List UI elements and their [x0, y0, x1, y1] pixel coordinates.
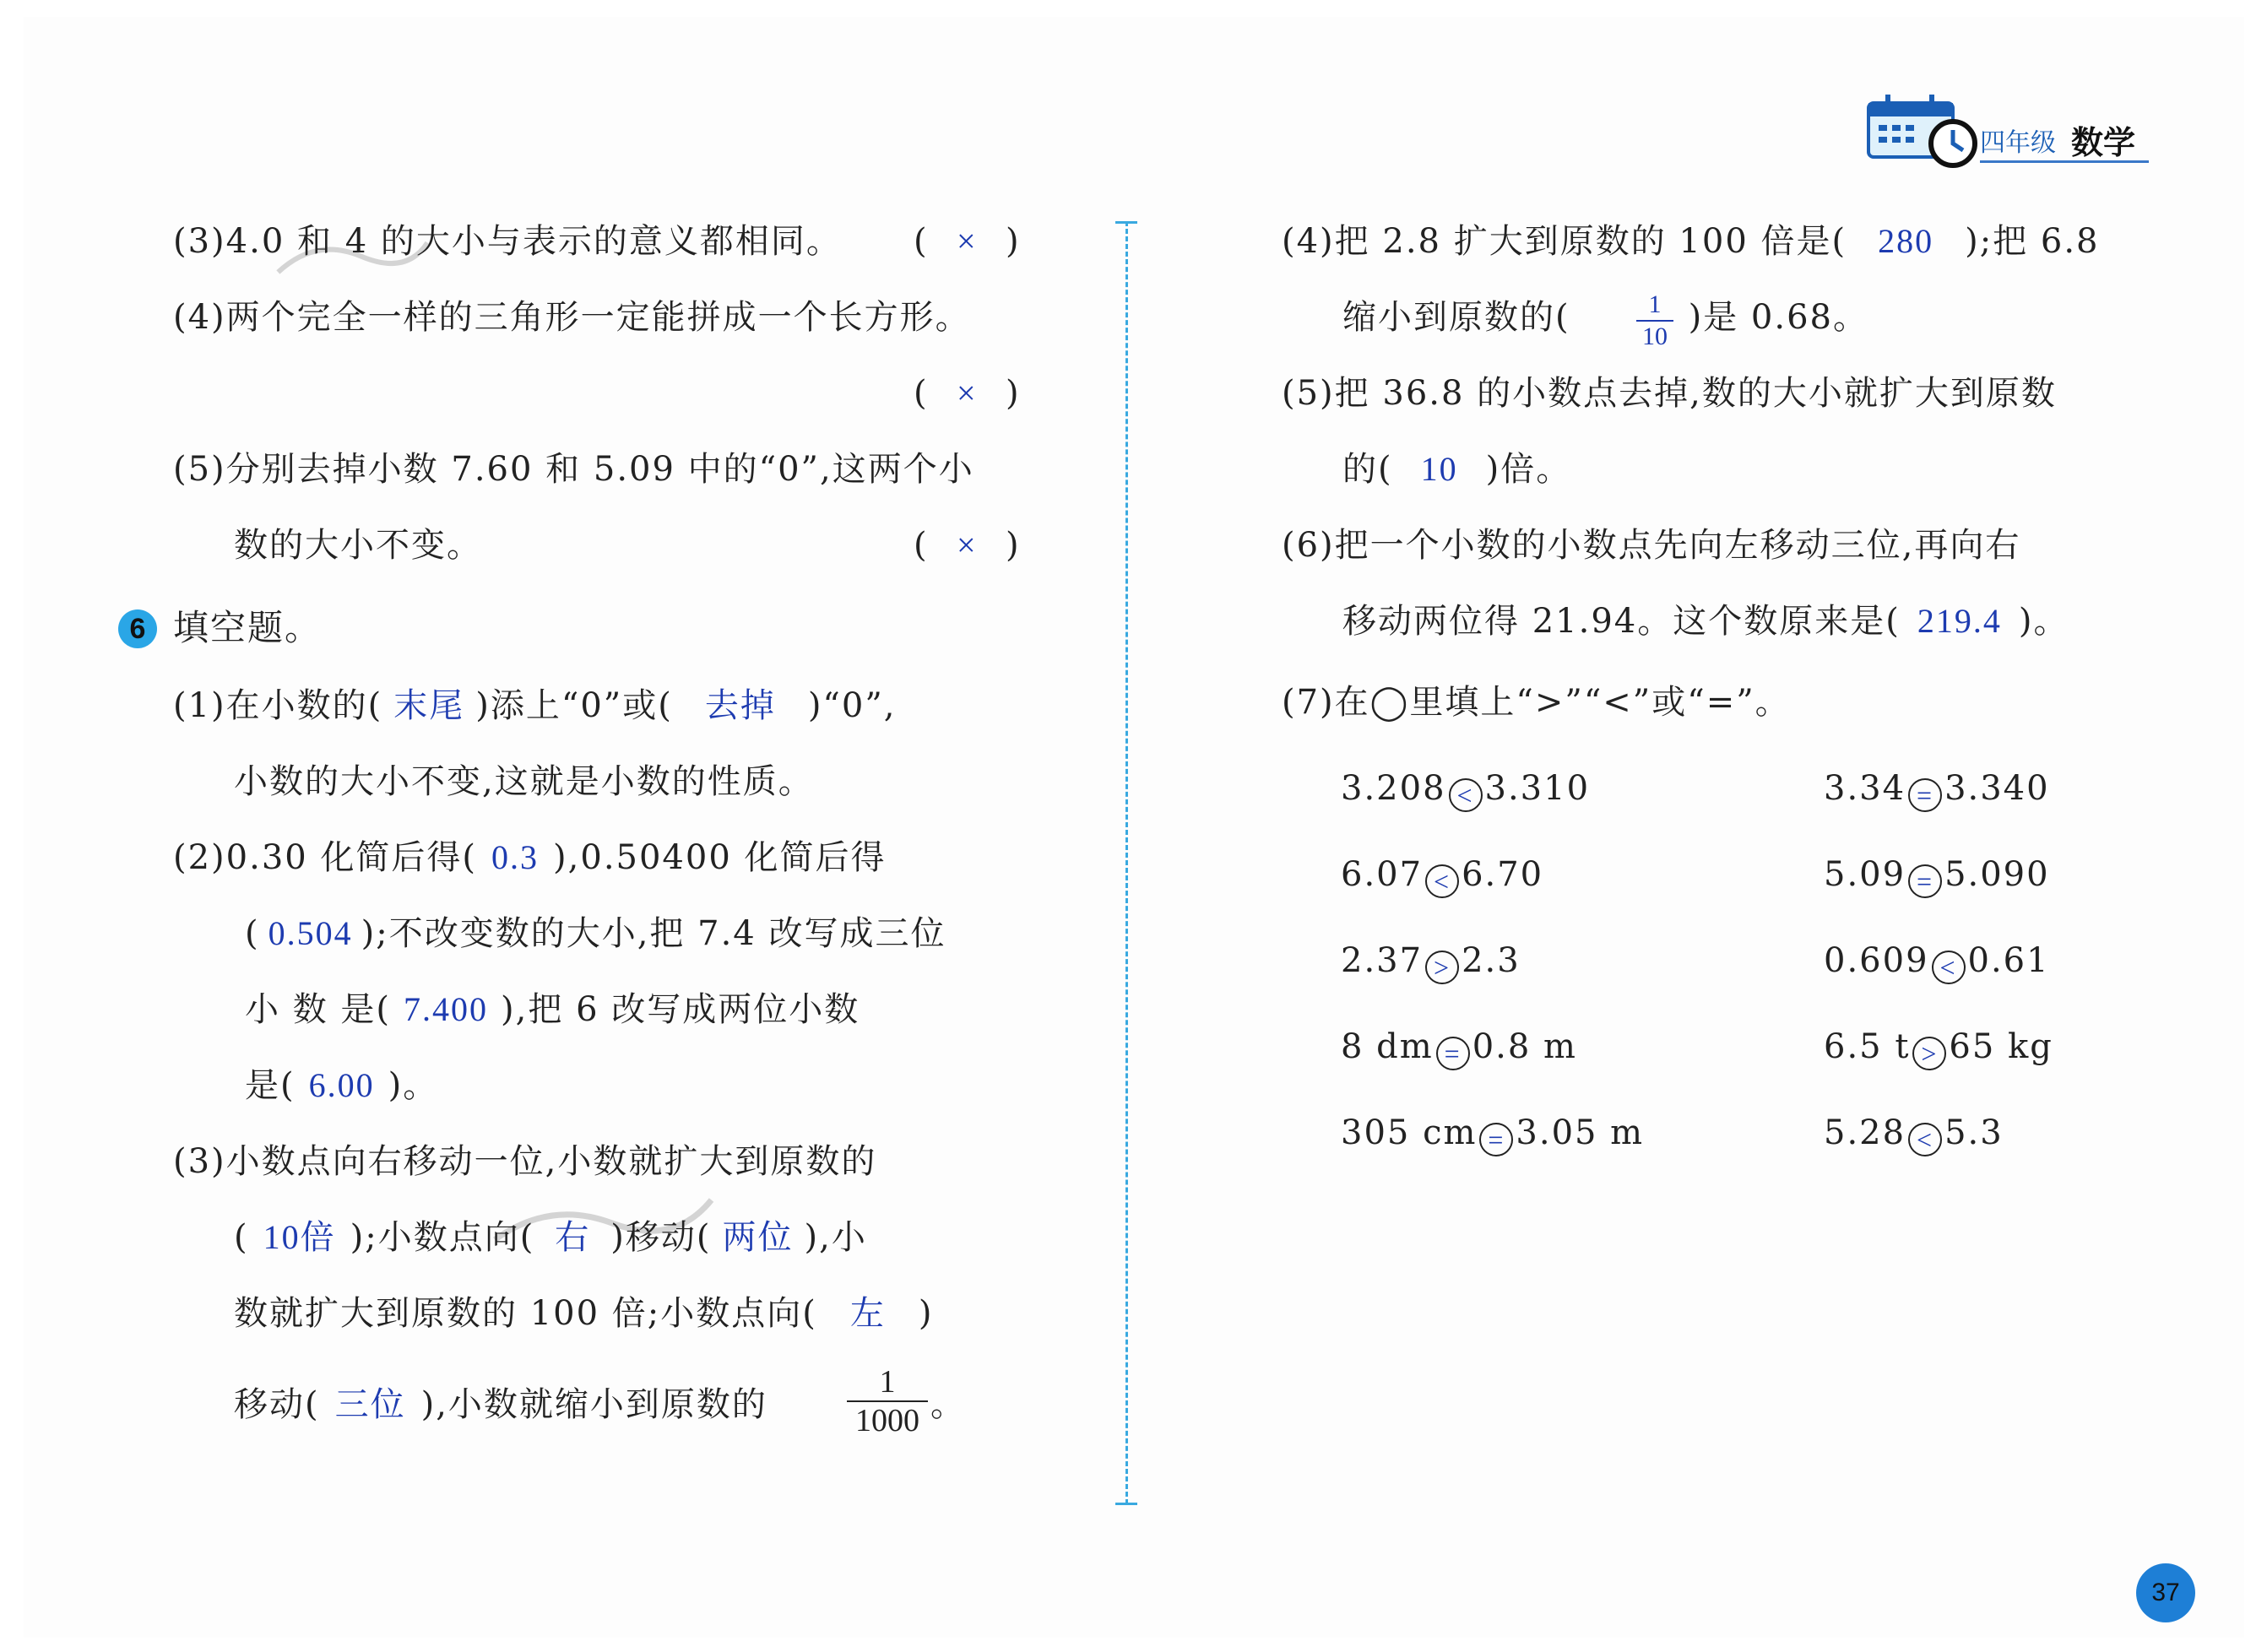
- compare-item-9: 305 cm = 3.05 m: [1341, 1113, 1645, 1155]
- page-header: [1862, 91, 2149, 171]
- compare-circle: <: [1908, 1123, 1942, 1156]
- fill-q3-line3: 数就扩大到原数的 100 倍;小数点向( 左 ): [234, 1294, 934, 1333]
- divider-cap-bottom: [1115, 1503, 1137, 1505]
- judge-q3-answer: ( × ): [914, 222, 1021, 261]
- compare-item-6: 0.609 < 0.61: [1824, 941, 2050, 983]
- compare-circle: <: [1449, 778, 1483, 812]
- fill-q7-title: (7)在◯里填上“>”“<”或“=”。: [1282, 683, 1791, 722]
- fill-q6-line1: (6)把一个小数的小数点先向左移动三位,再向右: [1282, 526, 2021, 565]
- subject-label: 数学: [2071, 126, 2136, 161]
- fill-q3-line2: ( 10倍 );小数点向( 右 )移动( 两位 ),小: [234, 1218, 867, 1257]
- judge-q4-answer: ( × ): [914, 374, 1021, 413]
- compare-circle: =: [1908, 864, 1942, 898]
- fill-q2-line4: 是( 6.00 )。: [245, 1066, 439, 1105]
- fill-q2-line3: 小 数 是( 7.400 ),把 6 改写成两位小数: [245, 990, 860, 1029]
- section-title: 填空题。: [173, 607, 323, 648]
- fill-q6-line2: 移动两位得 21.94。这个数原来是( 219.4 )。: [1342, 602, 2069, 641]
- fill-q3-line1: (3)小数点向右移动一位,小数就扩大到原数的: [173, 1142, 877, 1181]
- compare-circle: =: [1908, 778, 1942, 812]
- compare-circle: =: [1436, 1037, 1470, 1070]
- compare-item-2: 3.34 = 3.340: [1824, 769, 2050, 810]
- fraction-1-10: 1 10: [1636, 292, 1673, 349]
- fill-q2-line2: ( 0.504 );不改变数的大小,把 7.4 改写成三位: [245, 914, 946, 953]
- column-divider: [1125, 221, 1128, 1504]
- fill-q4-line1: (4)把 2.8 扩大到原数的 100 倍是( 280 );把 6.8: [1282, 222, 2100, 261]
- judge-q5-line2: 数的大小不变。: [234, 526, 482, 565]
- judge-q4: (4)两个完全一样的三角形一定能拼成一个长方形。: [173, 298, 971, 337]
- fill-q3-end: 。: [930, 1385, 966, 1424]
- compare-circle: <: [1932, 951, 1966, 984]
- compare-item-4: 5.09 = 5.090: [1824, 855, 2050, 896]
- calendar-clock-icon: [1862, 91, 1980, 171]
- grade-label: 四年级: [1980, 129, 2056, 157]
- fraction-1-1000: 1 1000: [847, 1366, 928, 1437]
- header-underline: [1980, 160, 2149, 163]
- compare-item-7: 8 dm = 0.8 m: [1341, 1027, 1577, 1069]
- compare-circle: >: [1425, 951, 1459, 984]
- fill-q4-line2: 缩小到原数的( )是 0.68。: [1342, 298, 1868, 337]
- fill-q5-line2: 的( 10 )倍。: [1342, 450, 1572, 489]
- compare-item-8: 6.5 t > 65 kg: [1824, 1027, 2053, 1069]
- fill-q1-line2: 小数的大小不变,这就是小数的性质。: [234, 762, 814, 801]
- compare-circle: >: [1912, 1037, 1946, 1070]
- section-number-badge: 6: [118, 609, 157, 648]
- compare-item-3: 6.07 < 6.70: [1341, 855, 1544, 896]
- fill-q2-line1: (2)0.30 化简后得( 0.3 ),0.50400 化简后得: [173, 838, 887, 877]
- compare-item-5: 2.37 > 2.3: [1341, 941, 1521, 983]
- compare-circle: =: [1479, 1123, 1513, 1156]
- fill-q1-line1: (1)在小数的( 末尾 )添上“0”或( 去掉 )“0”,: [173, 686, 897, 725]
- compare-item-10: 5.28 < 5.3: [1824, 1113, 2004, 1155]
- judge-q3: (3)4.0 和 4 的大小与表示的意义都相同。: [173, 222, 842, 261]
- fill-q5-line1: (5)把 36.8 的小数点去掉,数的大小就扩大到原数: [1282, 374, 2057, 413]
- judge-q5-answer: ( × ): [914, 526, 1021, 565]
- page-number: 37: [2136, 1563, 2195, 1622]
- compare-item-1: 3.208 < 3.310: [1341, 769, 1591, 810]
- compare-circle: <: [1425, 864, 1459, 898]
- judge-q5-line1: (5)分别去掉小数 7.60 和 5.09 中的“0”,这两个小: [173, 450, 974, 489]
- fill-q3-line4: 移动( 三位 ),小数就缩小到原数的: [234, 1385, 767, 1424]
